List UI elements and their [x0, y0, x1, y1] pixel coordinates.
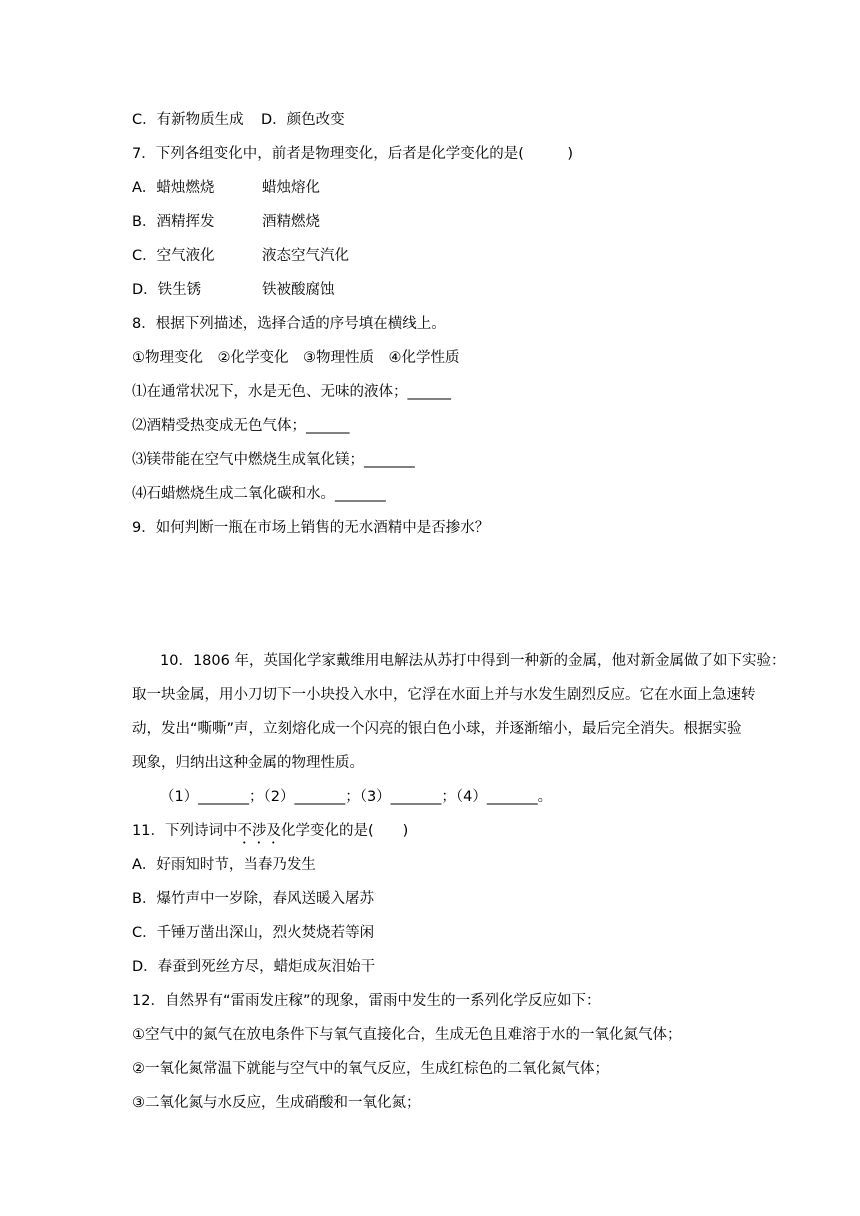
q12-item-3: ③二氧化氮与水反应，生成硝酸和一氧化氮； — [132, 1095, 421, 1111]
q8-item-1: ⑴在通常状况下，水是无色、无味的液体；______ — [132, 384, 451, 400]
q8-stem: 8．根据下列描述，选择合适的序号填在横线上。 — [132, 316, 446, 332]
q10-line-2: 取一块金属，用小刀切下一小块投入水中，它浮在水面上并与水发生剧烈反应。它在水面上急速转 — [132, 687, 756, 703]
q7-option-a-second: 蜡烛熔化 — [262, 180, 320, 196]
q12-item-1: ①空气中的氮气在放电条件下与氧气直接化合，生成无色且难溶于水的一氧化氮气体； — [132, 1027, 682, 1043]
q8-item-4: ⑷石蜡燃烧生成二氧化碳和水。_______ — [132, 486, 386, 502]
q6-option-d: D．颜色改变 — [261, 112, 345, 128]
q11-option-c: C．千锤万凿出深山，烈火焚烧若等闲 — [132, 925, 375, 941]
q7-option-d-second: 铁被酸腐蚀 — [262, 282, 335, 298]
q10-line-1: 10．1806 年，英国化学家戴维用电解法从苏打中得到一种新的金属，他对新金属做了如下实验： — [160, 653, 786, 669]
q11-stem — [132, 821, 408, 847]
q7-stem: 7．下列各组变化中，前者是物理变化，后者是化学变化的是( ) — [132, 146, 574, 162]
q10-line-4: 现象，归纳出这种金属的物理性质。 — [132, 755, 364, 771]
q11-stem-post: 化学变化的是( ) — [280, 823, 409, 839]
q8-item-3: ⑶镁带能在空气中燃烧生成氧化镁；_______ — [132, 452, 415, 468]
q8-choices: ①物理变化 ②化学变化 ③物理性质 ④化学性质 — [132, 350, 460, 366]
q9-stem: 9．如何判断一瓶在市场上销售的无水酒精中是否掺水？ — [132, 520, 490, 536]
q11-stem-pre: 11．下列诗词中 — [132, 823, 238, 839]
q12-stem: 12．自然界有“雷雨发庄稼”的现象，雷雨中发生的一系列化学反应如下： — [132, 993, 601, 1009]
q6-option-c: C．有新物质生成 — [132, 112, 244, 128]
q11-stem-emphasis: 不涉及 — [237, 823, 281, 839]
q12-item-2: ②一氧化氮常温下就能与空气中的氧气反应，生成红棕色的二氧化氮气体； — [132, 1061, 609, 1077]
q11-option-a: A．好雨知时节，当春乃发生 — [132, 857, 316, 873]
q7-option-c: C．空气液化 — [132, 248, 215, 264]
q7-option-a: A．蜡烛燃烧 — [132, 180, 215, 196]
q7-option-b: B．酒精挥发 — [132, 214, 215, 230]
q7-option-c-second: 液态空气汽化 — [262, 248, 349, 264]
q10-blanks: （1）_______；（2）_______；（3）_______；（4）_______。 — [160, 789, 553, 805]
q7-option-d: D．铁生锈 — [132, 282, 202, 298]
q11-option-d: D．春蚕到死丝方尽，蜡炬成灰泪始干 — [132, 959, 376, 975]
q7-option-b-second: 酒精燃烧 — [262, 214, 320, 230]
q10-line-3: 动，发出“嘶嘶”声，立刻熔化成一个闪亮的银白色小球，并逐渐缩小，最后完全消失。根据实验 — [132, 721, 742, 737]
q8-item-2: ⑵酒精受热变成无色气体；______ — [132, 418, 350, 434]
q11-option-b: B．爆竹声中一岁除，春风送暖入屠苏 — [132, 891, 374, 907]
